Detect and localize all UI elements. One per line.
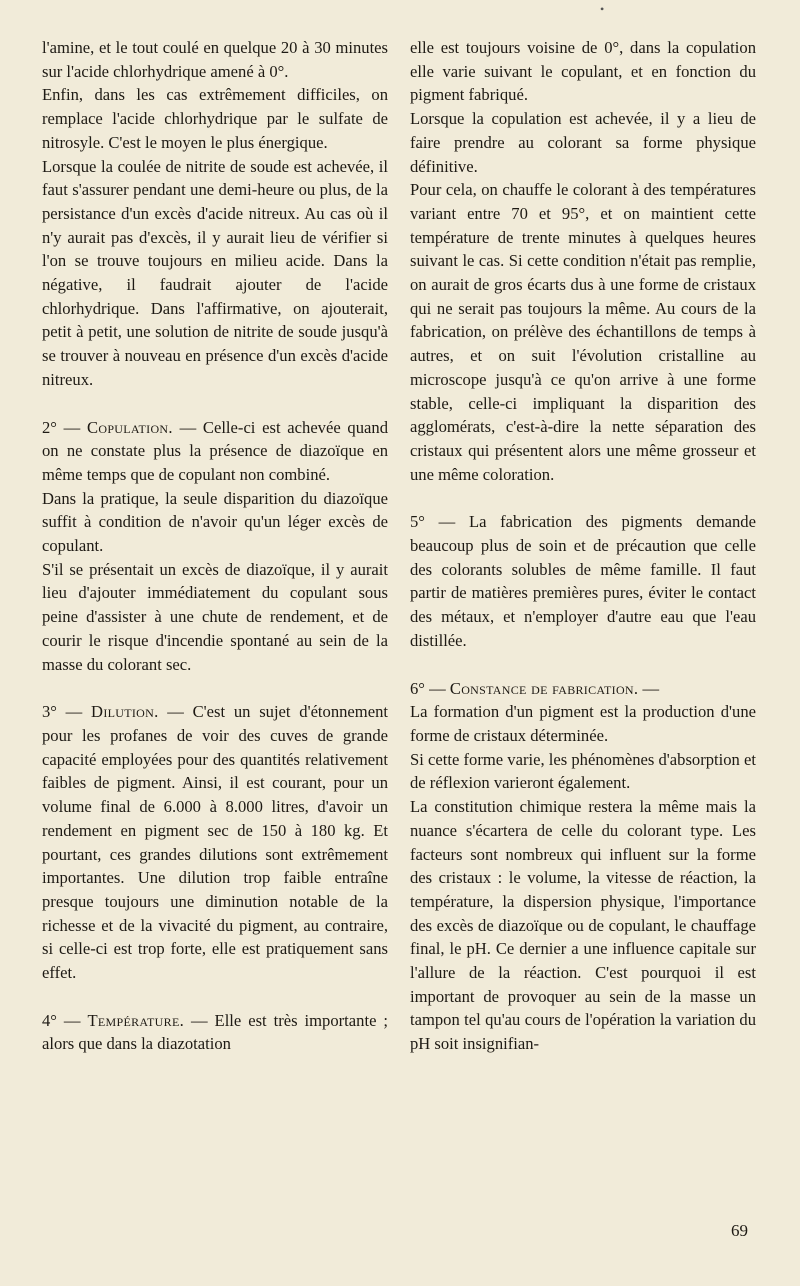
paragraph [42, 83, 388, 154]
left-column [42, 36, 388, 1056]
paragraph-text: Dans la pratique, la seule disparition du diazoïque suffit à condition de n'avoir qu'un léger excès de copulant. [42, 488, 388, 556]
paragraph-text: — C'est un sujet d'étonnement pour les profanes de voir des cuves de grande capacité employées pour des quantités relativement faibles de pigment. Ainsi, il est courant, pour un volume final de 6.000 à 8.000 litres, d'avoir un rendement en pigment sec de 150 à 180 kg. Et pourtant, ces grandes dilutions sont extrêmement importantes. Une dilution trop faible entraîne presque toujours une diminution notable de la richesse et de la vivacité du pigment, au contraire, si celle-ci est trop forte, elle est pratiquement sans effet. [42, 702, 388, 983]
paragraph [42, 155, 388, 392]
section-heading: Copulation. [86, 417, 173, 437]
section-number: 4° — [42, 1010, 81, 1030]
right-column [410, 36, 756, 1056]
section-number: 5° — [410, 512, 456, 532]
page-number: 69 [731, 1221, 748, 1240]
section-number: 3° — [42, 702, 83, 722]
paragraph [410, 510, 756, 652]
paragraph-text: Enfin, dans les cas extrêmement difficiles, on remplace l'acide chlorhydrique par le sulfate de nitrosyle. C'est le moyen le plus énergique. [42, 85, 388, 152]
section-number: 2° — [42, 417, 81, 437]
paragraph [410, 677, 756, 701]
paragraph [42, 487, 388, 558]
paragraph [410, 178, 756, 486]
paragraph [410, 107, 756, 178]
section-heading: Température. [87, 1010, 185, 1030]
paragraph-text: — [642, 678, 660, 698]
paragraph [410, 36, 756, 107]
paragraph [42, 36, 388, 83]
paragraph [42, 416, 388, 487]
paragraph [410, 748, 756, 795]
paragraph [410, 700, 756, 747]
paragraph-text: Lorsque la coulée de nitrite de soude est achevée, il faut s'assurer pendant une demi-heure ou plus, de la persistance d'un excès d'acide nitreux. Au cas où il n'y aurait pas d'excès, il y aurait lieu de vérifier si l'on se trouve toujours en milieu acide. Dans la négative, il faudrait ajouter de l'acide chlorhydrique. Dans l'affirmative, on ajouterait, petit à petit, une solution de nitrite de soude jusqu'à se trouver à nouveau en présence d'un excès d'acide nitreux. [42, 156, 388, 389]
section-heading: Dilution. [91, 702, 159, 722]
paragraph-text: Pour cela, on chauffe le colorant à des températures variant entre 70 et 95°, et on maintient cette température de trente minutes à quelques heures suivant le cas. Si cette condition n'était pas remplie, on aurait de gros écarts dus à une forme de cristaux qui ne serait pas toujours la même. Au cours de la fabrication, on prélève des échantillons de temps à autres, et on suit l'évolution cristalline au microscope jusqu'à ce qu'on arrive à une forme stable, celle-ci impliquant la disparition des agglomérats, c'est-à-dire la nette séparation des cristaux qui présentent alors une même grosseur et une même coloration. [410, 180, 756, 484]
paragraph-text: — Celle-ci est achevée quand on ne constate plus la présence de diazoïque en même temps que de copulant non combiné. [42, 417, 388, 484]
paragraph [42, 700, 388, 984]
section-number: 6° — [410, 678, 446, 698]
paragraph-text: Si cette forme varie, les phénomènes d'absorption et de réflexion varieront également. [410, 749, 756, 793]
paragraph [410, 795, 756, 1056]
paragraph-text: La formation d'un pigment est la production d'une forme de cristaux déterminée. [410, 702, 756, 745]
paragraph-text: — Elle est très importante ; alors que dans la diazotation [42, 1010, 388, 1054]
top-mark: • [600, 2, 605, 16]
paragraph-text: S'il se présentait un excès de diazoïque, il y aurait lieu d'ajouter immédiatement du copulant sous peine d'assister à une chute de rendement, et de courir le risque d'incendie spontané au sein de la masse du colorant sec. [42, 559, 388, 674]
paragraph-text: Lorsque la copulation est achevée, il y a lieu de faire prendre au colorant sa forme physique définitive. [410, 109, 756, 176]
paragraph [42, 558, 388, 677]
paragraph-text: elle est toujours voisine de 0°, dans la copulation elle varie suivant le copulant, et en fonction du pigment fabriqué. [410, 38, 756, 105]
paragraph-text: l'amine, et le tout coulé en quelque 20 à 30 minutes sur l'acide chlorhydrique amené à 0°. [42, 38, 388, 81]
paragraph [42, 1009, 388, 1056]
paragraph-text: La fabrication des pigments demande beaucoup plus de soin et de précaution que celle des colorants solubles de même famille. Il faut partir de matières premières pures, éviter le contact des métaux, et n'employer d'autre eau que l'eau distillée. [410, 512, 756, 650]
section-heading: Constance de fabrication. [449, 678, 639, 698]
paragraph-text: La constitution chimique restera la même mais la nuance s'écartera de celle du colorant type. Les facteurs sont nombreux qui influent sur la forme des cristaux : le volume, la vitesse de réaction, la température, la dispersion physique, l'importance des excès de diazoïque ou de copulant, le chauffage final, le pH. Ce dernier a une influence capitale sur l'allure de la réaction. C'est pourquoi il est important de provoquer au sein de la masse un tampon tel qu'au cours de l'opération la variation du pH soit insignifian- [410, 797, 756, 1054]
